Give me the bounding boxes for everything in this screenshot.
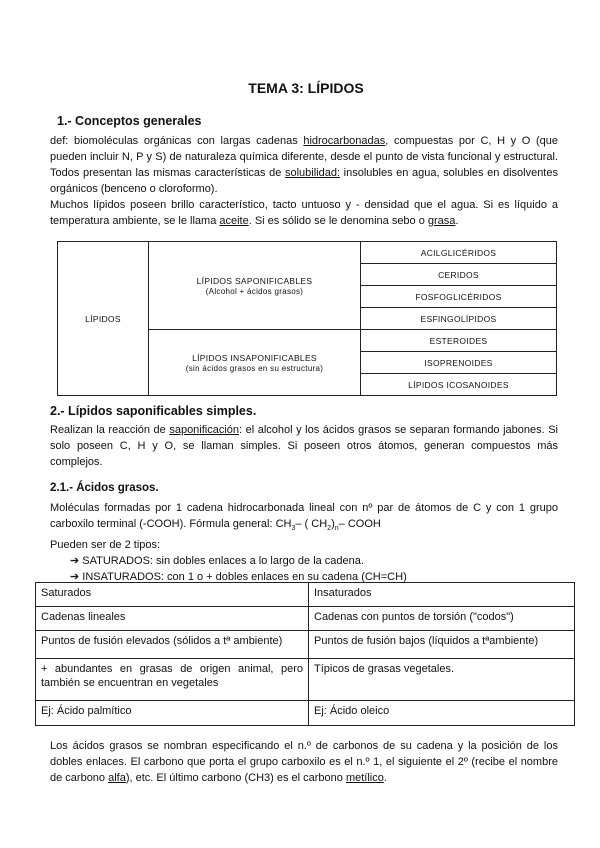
text: Realizan la reacción de xyxy=(50,424,170,436)
term: alfa xyxy=(108,772,126,784)
group-note: (sin ácidos grasos en su estructura) xyxy=(185,363,324,373)
cell: Cadenas lineales xyxy=(36,607,309,631)
cell: Ej: Ácido palmítico xyxy=(36,701,309,726)
item: ACILGLICÉRIDOS xyxy=(361,242,557,264)
text: . xyxy=(383,772,387,784)
text: , compuestas por C, H y O (que pueden incluir N, P y S) de naturaleza química diferente, desde el punto de vista funcional y estructural. Todos presentan las mismas características de xyxy=(50,135,558,179)
formula: $CH_3-$ ( $CH_2)_n-$ COOH xyxy=(275,518,381,533)
section-1-paragraph-2 xyxy=(50,197,558,229)
header-cell: Saturados xyxy=(36,583,309,607)
text: def: biomoléculas orgánicas con largas cadenas xyxy=(50,135,304,147)
section-1-paragraph-1 xyxy=(50,133,558,197)
section-2-paragraph xyxy=(50,422,558,470)
cell: Típicos de grasas vegetales. xyxy=(309,659,575,701)
text: : el alcohol y los ácidos grasos se separan formando jabones. Si solo poseen C, H y O, se llaman simples. Si poseen otros átomos, generan compuestos más complejos. xyxy=(50,424,558,468)
text: . xyxy=(455,215,459,227)
group-name: LÍPIDOS INSAPONIFICABLES xyxy=(192,352,317,363)
text: Muchos lípidos poseen brillo característico, tacto untuoso y - densidad que el agua. Si es líquido a temperatura ambiente, se le llama xyxy=(50,199,558,227)
text: ), etc. El último carbono (CH3) es el carbono xyxy=(125,772,346,784)
cell: Puntos de fusión bajos (líquidos a tªambiente) xyxy=(309,631,575,659)
root-cell: LÍPIDOS xyxy=(58,242,149,396)
term: aceite xyxy=(219,215,249,227)
text: Los ácidos grasos se nombran especificando el n.º de carbonos de su cadena y la posición de los dobles enlaces. El carbono que porta el grupo carboxilo es el n.º 1, el siguiente el 2º (recibe el nombre de carbono xyxy=(50,740,558,784)
arrow-icon: ➔ xyxy=(70,555,83,568)
cell: Cadenas con puntos de torsión ("codos") xyxy=(309,607,575,631)
page-title: TEMA 3: LÍPIDOS xyxy=(248,80,364,96)
term: solubilidad: xyxy=(285,167,341,179)
cell: + abundantes en grasas de origen animal, pero también se encuentran en vegetales xyxy=(36,659,309,701)
group-insaponificables xyxy=(149,330,361,396)
final-paragraph xyxy=(50,738,558,786)
item: CERIDOS xyxy=(361,264,557,286)
header-cell: Insaturados xyxy=(309,583,575,607)
section-2-heading: 2.- Lípidos saponificables simples. xyxy=(50,404,257,418)
text: Moléculas formadas por 1 cadena hidrocarbonada lineal con nº par de átomos de C y con 1 grupo carboxilo terminal (-COOH). Fórmula general: xyxy=(50,502,558,530)
section-2-1-paragraph xyxy=(50,500,558,585)
text: insolubles en agua, solubles en disolventes orgánicos (benceno o cloroformo). xyxy=(50,167,558,195)
group-note: (Alcohol + ácidos grasos) xyxy=(205,286,304,296)
item: ISOPRENOIDES xyxy=(361,352,557,374)
item: FOSFOGLICÉRIDOS xyxy=(361,286,557,308)
type-item: ➔ INSATURADOS: con 1 o + dobles enlaces en su cadena (CH=CH) xyxy=(70,571,407,584)
text: . Si es sólido se le denomina sebo o xyxy=(248,215,428,227)
item: ESFINGOLÍPIDOS xyxy=(361,308,557,330)
arrow-icon: ➔ xyxy=(70,571,83,584)
lipid-classification-table xyxy=(57,241,557,396)
section-2-1-heading: 2.1.- Ácidos grasos. xyxy=(50,482,159,494)
type-item: ➔ SATURADOS: sin dobles enlaces a lo largo de la cadena. xyxy=(70,555,364,568)
term: saponificación xyxy=(169,424,240,436)
cell: Puntos de fusión elevados (sólidos a tª ambiente) xyxy=(36,631,309,659)
item: ESTEROIDES xyxy=(361,330,557,352)
group-name: LÍPIDOS SAPONIFICABLES xyxy=(196,275,313,286)
group-saponificables xyxy=(149,242,361,330)
item: LÍPIDOS ICOSANOIDES xyxy=(361,374,557,396)
section-1-heading: 1.- Conceptos generales xyxy=(57,114,202,128)
term: metílico xyxy=(345,772,384,784)
term: grasa xyxy=(427,215,456,227)
types-intro: Pueden ser de 2 tipos: xyxy=(50,539,161,552)
term: hidrocarbonadas xyxy=(303,135,386,147)
comparison-table xyxy=(35,582,575,726)
cell: Ej: Ácido oleico xyxy=(309,701,575,726)
